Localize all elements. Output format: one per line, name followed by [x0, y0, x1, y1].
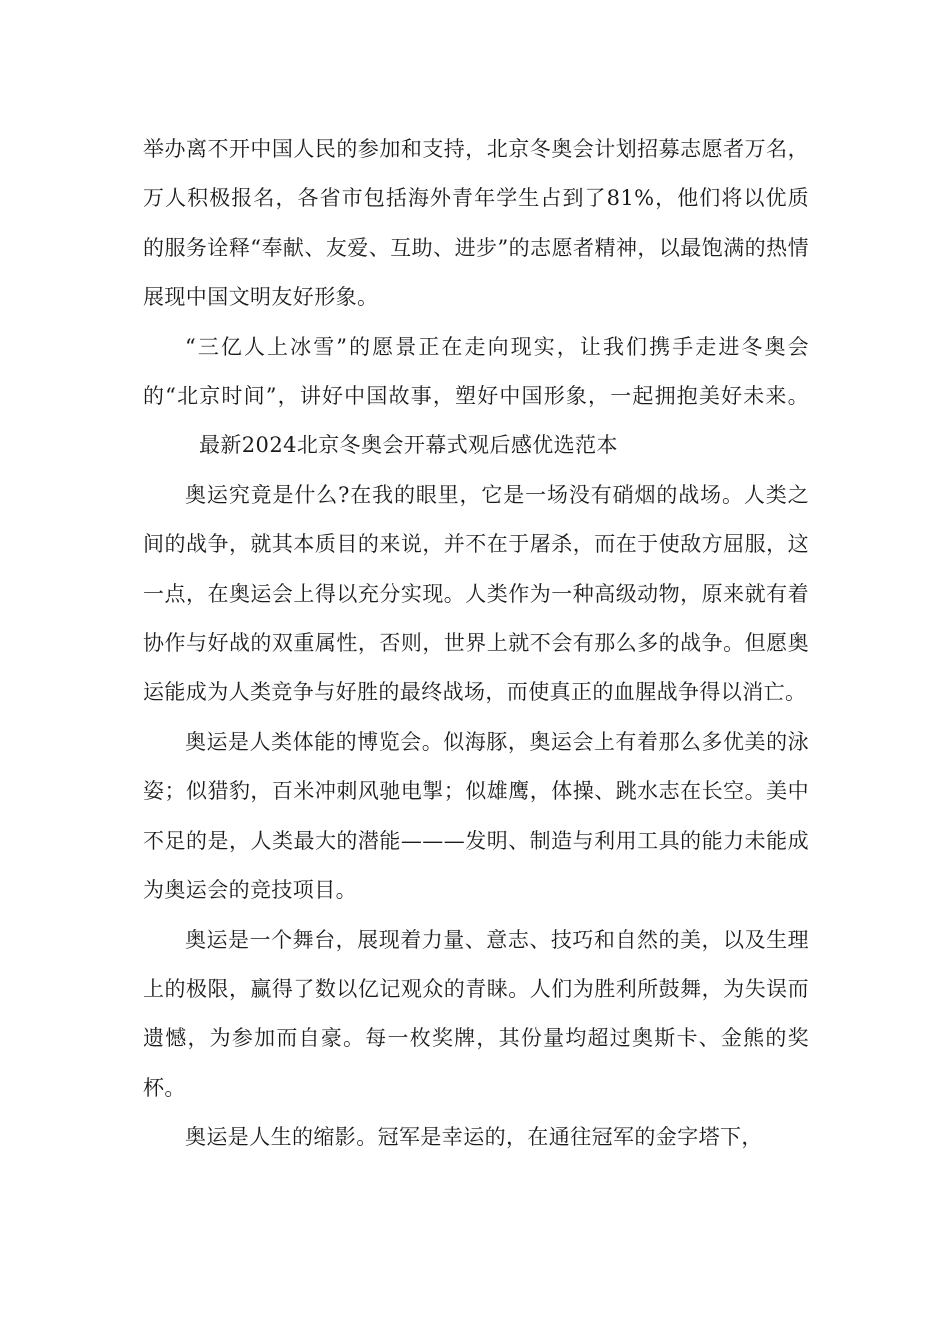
- paragraph-4: 奥运是人类体能的博览会。似海豚，奥运会上有着那么多优美的泳姿；似猎豹，百米冲刺风驰电掣；似雄鹰，体操、跳水志在长空。美中不足的是，人类最大的潜能———发明、制造与利用工具的能力未能成为奥运会的竞技项目。: [143, 729, 809, 903]
- paragraph-2: [143, 323, 809, 471]
- paragraph-2-text: “三亿人上冰雪”的愿景正在走向现实，让我们携手走进冬奥会的“北京时间”，讲好中国故事，塑好中国形象，一起拥抱美好未来。: [143, 334, 809, 409]
- paragraph-3: 奥运究竟是什么?在我的眼里，它是一场没有硝烟的战场。人类之间的战争，就其本质目的来说，并不在于屠杀，而在于使敌方屈服，这一点，在奥运会上得以充分实现。人类作为一种高级动物，原来就有着协作与好战的双重属性，否则，世界上就不会有那么多的战争。但愿奥运能成为人类竞争与好胜的最终战场，而使真正的血腥战争得以消亡。: [143, 482, 809, 705]
- paragraph-5: 奥运是一个舞台，展现着力量、意志、技巧和自然的美，以及生理上的极限，赢得了数以亿记观众的青睐。人们为胜利所鼓舞，为失误而遗憾，为参加而自豪。每一枚奖牌，其份量均超过奥斯卡、金熊的奖杯。: [143, 927, 809, 1100]
- paragraph-1: 举办离不开中国人民的参加和支持，北京冬奥会计划招募志愿者万名，万人积极报名，各省市包括海外青年学生占到了81%，他们将以优质的服务诠释“奉献、友爱、互助、进步”的志愿者精神，以最饱满的热情展现中国文明友好形象。: [143, 137, 809, 310]
- paragraph-6: 奥运是人生的缩影。冠军是幸运的，在通往冠军的金字塔下，: [185, 1125, 763, 1150]
- inline-heading: 最新2024北京冬奥会开幕式观后感优选范本: [199, 433, 618, 458]
- document-body: [143, 125, 809, 1163]
